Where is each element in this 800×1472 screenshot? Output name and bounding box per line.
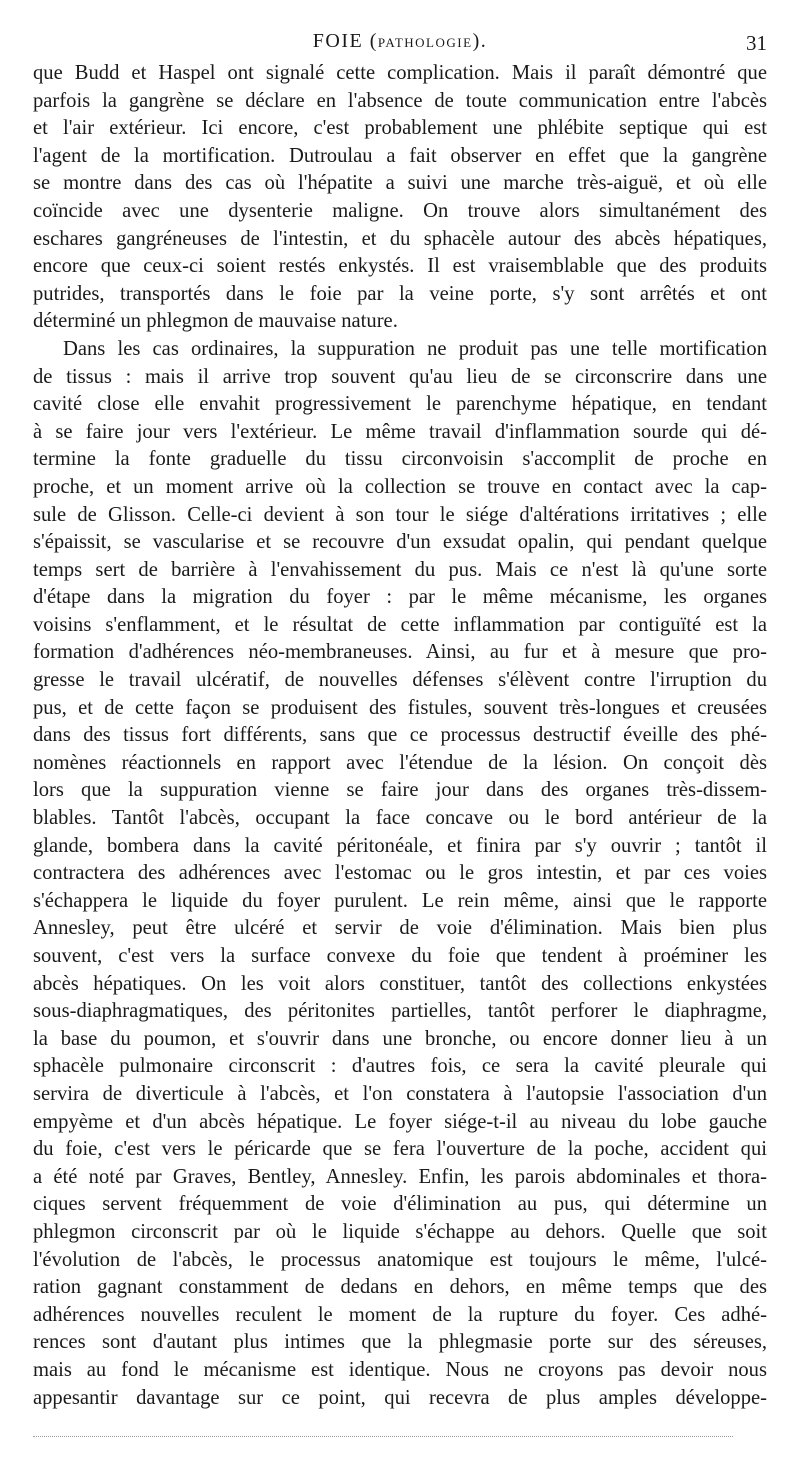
text-line: dans des tissus fort différents, sans que ce processus destructif éveille des phé-	[33, 724, 767, 747]
text-line: lors que la suppuration vienne se faire jour dans des organes très-dissem-	[33, 779, 767, 802]
text-line: appesantir davantage sur ce point, qui recevra de plus amples développe-	[33, 1386, 767, 1409]
text-line: eschares gangréneuses de l'intestin, et du sphacèle autour des abcès hépatiques,	[33, 227, 767, 250]
text-line: glande, bombera dans la cavité péritonéale, et finira par s'y ouvrir ; tantôt il	[33, 834, 767, 857]
text-line: déterminé un phlegmon de mauvaise nature.	[33, 310, 398, 333]
text-line: putrides, transportés dans le foie par la veine porte, s'y sont arrêtés et ont	[33, 282, 767, 305]
text-line: formation d'adhérences néo-membraneuses. Ainsi, au fur et à mesure que pro-	[33, 641, 767, 664]
text-line: ciques servent fréquemment de voie d'élimination au pus, qui détermine un	[33, 1193, 767, 1216]
page-header	[33, 30, 767, 58]
text-line: s'échappera le liquide du foyer purulent. Le rein même, ainsi que le rapporte	[33, 889, 767, 912]
text-line: sphacèle pulmonaire circonscrit : d'autres fois, ce sera la cavité pleurale qui	[33, 1055, 767, 1078]
text-line: mais au fond le mécanisme est identique. Nous ne croyons pas devoir nous	[33, 1358, 767, 1381]
text-line: nomènes réactionnels en rapport avec l'étendue de la lésion. On conçoit dès	[33, 751, 767, 774]
text-line: Dans les cas ordinaires, la suppuration ne produit pas une telle mortification	[63, 337, 767, 360]
text-line: proche, et un moment arrive où la collection se trouve en contact avec la cap-	[33, 475, 767, 498]
text-line: voisins s'enflamment, et le résultat de cette inflammation par contiguïté est la	[33, 613, 767, 636]
text-line: adhérences nouvelles reculent le moment de la rupture du foyer. Ces adhé-	[33, 1303, 767, 1326]
text-line: du foie, c'est vers le péricarde que se fera l'ouverture de la poche, accident qui	[33, 1138, 767, 1161]
running-title-small-caps: PATHOLOGIE	[377, 35, 473, 50]
text-line: gresse le travail ulcératif, de nouvelles défenses s'élèvent contre l'irruption du	[33, 669, 767, 692]
text-line: ration gagnant constamment de dedans en dehors, en même temps que des	[33, 1276, 767, 1299]
page-number: 31	[746, 31, 767, 55]
text-line: sous-diaphragmatiques, des péritonites partielles, tantôt perforer le diaphragme,	[33, 1000, 767, 1023]
text-line: se montre dans des cas où l'hépatite a suivi une marche très-aiguë, et où elle	[33, 172, 767, 195]
text-line: coïncide avec une dysenterie maligne. On trouve alors simultanément des	[33, 199, 767, 222]
footer-divider	[33, 1436, 733, 1437]
text-line: rences sont d'autant plus intimes que la phlegmasie porte sur des séreuses,	[33, 1331, 767, 1354]
text-line: s'épaissit, se vascularise et se recouvre d'un exsudat opalin, qui pendant quelque	[33, 531, 767, 554]
text-line: Annesley, peut être ulcéré et servir de voie d'élimination. Mais bien plus	[33, 917, 767, 940]
text-line: termine la fonte graduelle du tissu circonvoisin s'accomplit de proche en	[33, 448, 767, 471]
text-line: empyème et d'un abcès hépatique. Le foyer siége-t-il au niveau du lobe gauche	[33, 1110, 767, 1133]
text-line: et l'air extérieur. Ici encore, c'est probablement une phlébite septique qui est	[33, 117, 767, 140]
text-line: contractera des adhérences avec l'estomac ou le gros intestin, et par ces voies	[33, 862, 767, 885]
text-line: blables. Tantôt l'abcès, occupant la face concave ou le bord antérieur de la	[33, 807, 767, 830]
text-line: la base du poumon, et s'ouvrir dans une bronche, ou encore donner lieu à un	[33, 1027, 767, 1050]
text-line: abcès hépatiques. On les voit alors constituer, tantôt des collections enkystées	[33, 972, 767, 995]
text-line: cavité close elle envahit progressivement le parenchyme hépatique, en tendant	[33, 393, 767, 416]
body-text	[33, 60, 767, 1412]
text-line: souvent, c'est vers la surface convexe du foie que tendent à proéminer les	[33, 945, 767, 967]
text-line: encore que ceux-ci soient restés enkystés. Il est vraisemblable que des produits	[33, 255, 767, 278]
text-line: sule de Glisson. Celle-ci devient à son tour le siége d'altérations irritatives ; elle	[33, 503, 767, 526]
text-line: d'étape dans la migration du foyer : par le même mécanisme, les organes	[33, 586, 767, 609]
text-line: à se faire jour vers l'extérieur. Le même travail d'inflammation sourde qui dé-	[33, 420, 767, 443]
text-line: temps sert de barrière à l'envahissement du pus. Mais ce n'est là qu'une sorte	[33, 558, 767, 581]
running-title	[33, 30, 767, 53]
text-line: l'évolution de l'abcès, le processus anatomique est toujours le même, l'ulcé-	[33, 1248, 767, 1271]
text-line: de tissus : mais il arrive trop souvent qu'au lieu de se circonscrire dans une	[33, 365, 767, 388]
text-line: que Budd et Haspel ont signalé cette complication. Mais il paraît démontré que	[33, 62, 767, 84]
running-title-end: ).	[472, 30, 488, 52]
text-line: phlegmon circonscrit par où le liquide s'échappe au dehors. Quelle que soit	[33, 1220, 767, 1243]
running-title-main: FOIE (	[312, 30, 378, 52]
text-line: parfois la gangrène se déclare en l'absence de toute communication entre l'abcès	[33, 89, 767, 112]
text-line: servira de diverticule à l'abcès, et l'on constatera à l'autopsie l'association d'un	[33, 1082, 767, 1105]
text-line: pus, et de cette façon se produisent des fistules, souvent très-longues et creusées	[33, 696, 767, 719]
text-line: l'agent de la mortification. Dutroulau a fait observer en effet que la gangrène	[33, 144, 767, 167]
text-line: a été noté par Graves, Bentley, Annesley. Enfin, les parois abdominales et thora-	[33, 1165, 767, 1188]
